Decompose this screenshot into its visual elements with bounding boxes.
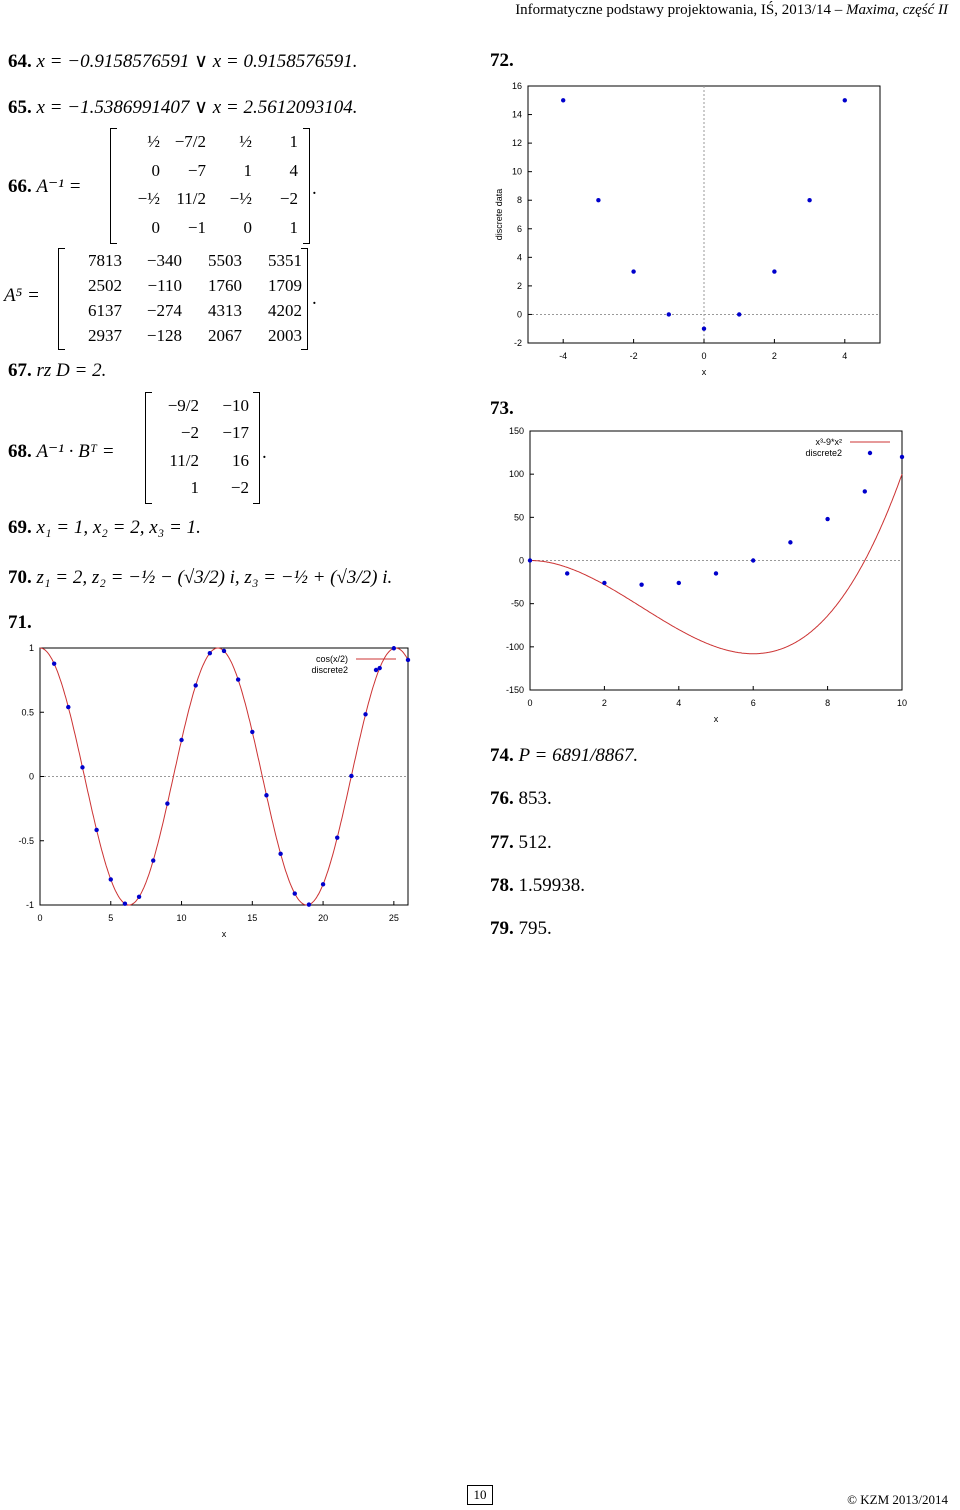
answer-65: 65. x = −1.5386991407 ∨ x = 2.5612093104. [8,97,358,118]
x-tick-label: 15 [247,913,258,923]
y-tick-label: 0.5 [21,707,34,718]
data-point [596,198,600,202]
answer-73: 73. [490,398,514,419]
x-tick-label: 4 [842,351,848,361]
y-tick-label: 4 [516,252,522,263]
data-point [392,646,396,650]
y-tick-label: 0 [518,555,524,566]
y-axis-label: discrete data [494,188,504,241]
data-point [772,269,776,273]
answer-67: 67. rz D = 2. [8,360,107,381]
matrix-a-power-5 [58,248,308,348]
x-tick-label: 0 [527,698,533,708]
y-tick-label: 0 [516,309,522,320]
legend-point-swatch [374,668,378,672]
data-point [123,902,127,906]
matrix-cell: −128 [146,325,182,345]
x-tick-label: 10 [176,913,187,923]
plot-cubic-discrete [490,425,910,725]
legend-point-swatch [868,451,872,455]
matrix-cell: −½ [137,189,160,209]
matrix-cell: 4 [289,160,298,180]
matrix-cell: −2 [279,189,298,209]
matrix-cell: −110 [147,275,182,295]
data-point [165,801,169,805]
x-tick-label: 20 [318,913,329,923]
data-point [179,738,183,742]
y-tick-label: -1 [25,900,34,910]
legend-label: discrete2 [805,448,842,458]
answer-78: 78. 1.59938. [490,875,585,896]
x-tick-label: 0 [37,913,43,923]
data-point [250,730,254,734]
y-tick-label: -0.5 [18,835,34,846]
data-point [406,658,410,662]
data-point [193,683,197,687]
legend-label: cos(x/2) [315,654,348,664]
data-point [335,835,339,839]
y-tick-label: 8 [516,195,522,206]
data-point [751,558,755,562]
matrix-cell: −2 [230,478,249,498]
matrix-cell: −340 [146,250,182,270]
answer-66: 66. A⁻¹ = [8,176,82,197]
data-point [863,489,867,493]
period: . [312,178,317,199]
period: . [262,442,267,463]
data-point [900,455,904,459]
data-point [80,765,84,769]
data-point [843,98,847,102]
right-bracket [301,248,308,350]
data-point [321,882,325,886]
matrix-cell: 16 [232,450,249,470]
matrix-cell: −274 [146,300,182,320]
matrix-cell: 0 [243,217,252,237]
data-point [631,269,635,273]
x-tick-label: 8 [825,698,831,708]
matrix-cell: −7/2 [174,132,206,152]
matrix-cell: 1 [289,217,298,237]
data-point [52,661,56,665]
matrix-cell: 4202 [268,300,302,320]
matrix-a-inverse [110,128,310,242]
matrix-cell: ½ [239,132,252,152]
matrix-cell: 2502 [88,275,122,295]
data-point [236,677,240,681]
y-tick-label: 0 [28,771,34,782]
x-axis-label: x [221,929,227,939]
data-point [278,852,282,856]
matrix-cell: −7 [187,160,206,180]
period: . [312,288,317,309]
answer-72: 72. [490,50,514,71]
right-bracket [253,392,260,504]
x-tick-label: 10 [896,698,908,708]
answer-68: 68. A⁻¹ · Bᵀ = [8,441,115,462]
y-tick-label: 1 [28,643,34,653]
data-point [264,793,268,797]
data-point [137,895,141,899]
y-tick-label: 150 [508,426,524,436]
data-point [109,877,113,881]
copyright: © KZM 2013/2014 [847,1492,948,1507]
data-point [528,558,532,562]
data-point [151,858,155,862]
matrix-cell: −1 [187,217,206,237]
answer-64: 64. x = −0.9158576591 ∨ x = 0.9158576591. [8,51,358,72]
x-tick-label: 2 [601,698,607,708]
data-point [737,312,741,316]
left-bracket [145,392,152,504]
matrix-cell: 7813 [88,250,122,270]
matrix-product [145,392,260,502]
matrix-cell: 5351 [268,250,302,270]
legend-label: x³-9*x² [815,437,842,447]
legend-label: discrete2 [311,665,348,675]
matrix-cell: 6137 [88,300,122,320]
x-tick-label: 0 [701,351,707,361]
data-point [714,571,718,575]
y-tick-label: 14 [511,109,522,120]
matrix-cell: ½ [147,132,160,152]
x-tick-label: 25 [388,913,399,923]
data-point [94,828,98,832]
data-point [825,517,829,521]
matrix-cell: 1709 [268,275,302,295]
right-bracket [303,128,310,244]
x-tick-label: 2 [771,351,777,361]
left-bracket [110,128,117,244]
series-line [530,474,902,654]
y-tick-label: -100 [505,641,524,652]
matrix-cell: 0 [151,217,160,237]
data-point [208,651,212,655]
x-tick-label: -2 [629,351,638,361]
y-tick-label: -2 [513,338,522,348]
data-point [222,649,226,653]
y-tick-label: 100 [508,469,524,480]
answer-71: 71. [8,612,32,633]
data-point [66,705,70,709]
matrix-cell: −9/2 [167,395,199,415]
matrix-cell: 1 [243,160,252,180]
header-course: Informatyczne podstawy projektowania, IŚ, 2013/14 – [515,2,843,18]
x-tick-label: 4 [676,698,682,708]
matrix-cell: 11/2 [176,189,206,209]
data-point [702,327,706,331]
matrix-cell: 2003 [268,325,302,345]
y-tick-label: 16 [511,81,522,91]
data-point [667,312,671,316]
x-tick-label: 6 [750,698,756,708]
running-header [515,2,948,19]
answer-79: 79. 795. [490,918,552,939]
y-tick-label: -50 [510,598,524,609]
answer-66-power: A⁵ = [4,285,40,306]
matrix-cell: −2 [180,423,199,443]
data-point [565,571,569,575]
y-tick-label: 50 [513,512,524,523]
y-tick-label: 2 [516,280,522,291]
x-axis-label: x [701,367,707,377]
matrix-cell: −10 [222,395,249,415]
matrix-cell: −½ [229,189,252,209]
data-point [363,712,367,716]
x-axis-label: x [713,714,719,724]
matrix-cell: 1 [289,132,298,152]
matrix-cell: 2067 [208,325,242,345]
x-tick-label: -4 [559,351,568,361]
page-number: 10 [467,1485,493,1505]
answer-74: 74. P = 6891/8867. [490,745,639,766]
matrix-cell: 1 [190,478,199,498]
matrix-cell: 1760 [208,275,242,295]
matrix-cell: 5503 [208,250,242,270]
header-part: Maxima, część II [845,2,948,18]
y-tick-label: 6 [516,223,522,234]
y-tick-label: 12 [511,138,522,149]
data-point [349,774,353,778]
data-point [677,581,681,585]
data-point [602,581,606,585]
matrix-cell: 0 [151,160,160,180]
data-point [307,902,311,906]
answer-69: 69. x₁ = 1, x₂ = 2, x₃ = 1. [8,517,201,538]
left-bracket [58,248,65,350]
data-point [639,582,643,586]
matrix-cell: 4313 [208,300,242,320]
matrix-cell: −17 [222,423,249,443]
answer-77: 77. 512. [490,832,552,853]
answer-76: 76. 853. [490,788,552,809]
matrix-cell: 2937 [88,325,122,345]
x-tick-label: 5 [108,913,114,923]
plot-discrete-data [490,78,890,378]
data-point [807,198,811,202]
data-point [788,540,792,544]
plot-cos-discrete [0,640,430,940]
data-point [293,891,297,895]
y-tick-label: 10 [511,166,522,177]
answer-70: 70. z₁ = 2, z₂ = −½ − (√3/2) i, z₃ = −½ + (√3/2) i. [8,567,393,588]
matrix-cell: 11/2 [169,450,199,470]
y-tick-label: -150 [505,685,524,695]
data-point [561,98,565,102]
